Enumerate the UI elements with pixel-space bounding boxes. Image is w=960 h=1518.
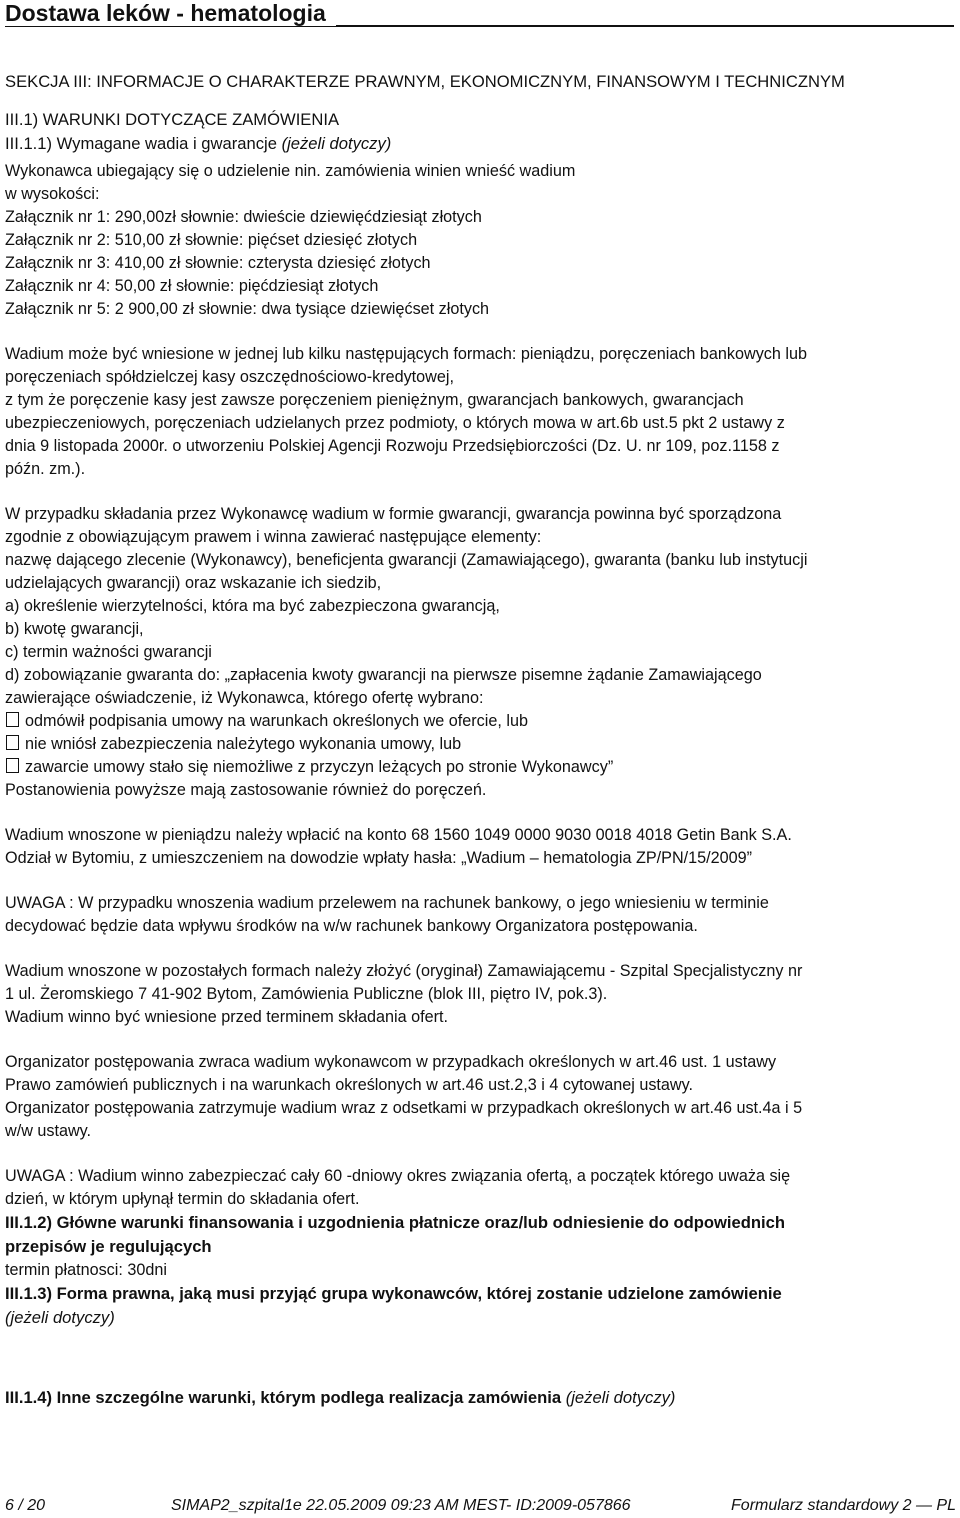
text-line: nazwę dającego zlecenie (Wykonawcy), beneficjenta gwarancji (Zamawiającego), gwaranta (banku lub instytucji xyxy=(5,551,808,569)
text-line: Organizator postępowania zatrzymuje wadium wraz z odsetkami w przypadkach określonych w art.46 ust.4a i 5 xyxy=(5,1099,803,1117)
return-rules xyxy=(5,1051,957,1143)
text-line: decydować będzie data wpływu środków na w/w rachunek bankowy Organizatora postępowania. xyxy=(5,917,698,935)
guarantee-requirements xyxy=(5,503,957,802)
text-line: Postanowienia powyższe mają zastosowanie również do poręczeń. xyxy=(5,781,487,799)
text-line: Wykonawca ubiegający się o udzielenie nin. zamówienia winien wnieść wadium xyxy=(5,162,576,180)
form-name: Formularz standardowy 2 — PL xyxy=(731,1497,956,1514)
text-line: Załącznik nr 2: 510,00 zł słownie: pięćset dziesięć złotych xyxy=(5,231,418,249)
document-title: Dostawa leków - hematologia xyxy=(5,0,336,26)
box-bullet-icon xyxy=(6,735,19,750)
section-heading: SEKCJA III: INFORMACJE O CHARAKTERZE PRAWNYM, EKONOMICZNYM, FINANSOWYM I TECHNICZNYM xyxy=(5,72,845,91)
text-line: c) termin ważności gwarancji xyxy=(5,643,212,661)
text-line: a) określenie wierzytelności, która ma być zabezpieczona gwarancją, xyxy=(5,597,500,615)
text-line: zgodnie z obowiązującym prawem i winna zawierać następujące elementy: xyxy=(5,528,542,546)
text-line: Załącznik nr 1: 290,00zł słownie: dwieście dziewięćdziesiąt złotych xyxy=(5,208,482,226)
box-bullet-icon xyxy=(6,712,19,727)
wadium-forms xyxy=(5,343,957,481)
heading-3-1-4-note: (jeżeli dotyczy) xyxy=(565,1388,676,1407)
text-line: Organizator postępowania zwraca wadium wykonawcom w przypadkach określonych w art.46 ust. 1 ustawy xyxy=(5,1053,777,1071)
payment-terms: termin płatnosci: 30dni xyxy=(5,1261,167,1279)
text-line: d) zobowiązanie gwaranta do: „zapłacenia kwoty gwarancji na pierwsze pisemne żądanie Zamawiającego xyxy=(5,666,762,684)
text-line: Załącznik nr 4: 50,00 zł słownie: pięćdziesiąt złotych xyxy=(5,277,379,295)
bank-transfer-info xyxy=(5,824,957,870)
text-line: dzień, w którym upłynął termin do składania ofert. xyxy=(5,1190,360,1208)
text-line: Prawo zamówień publicznych i na warunkach określonych w art.46 ust.2,3 i 4 cytowanej ustawy. xyxy=(5,1076,693,1094)
heading-3-1-3 xyxy=(5,1282,957,1330)
heading-3-1-1-text: III.1.1) Wymagane wadia i gwarancje xyxy=(5,134,277,153)
text-line: UWAGA : W przypadku wnoszenia wadium przelewem na rachunek bankowy, o jego wniesieniu w terminie xyxy=(5,894,769,912)
text-line: późn. zm.). xyxy=(5,460,86,478)
text-line: Wadium wnoszone w pieniądzu należy wpłacić na konto 68 1560 1049 0000 9030 0018 4018 Getin Bank S.A. xyxy=(5,826,792,844)
heading-3-1-3-note: (jeżeli dotyczy) xyxy=(5,1308,115,1327)
text-line: z tym że poręczenie kasy jest zawsze poręczeniem pieniężnym, gwarancjach bankowych, gwarancjach xyxy=(5,391,744,409)
page-number: 6 / 20 xyxy=(5,1497,46,1514)
uwaga-note-transfer xyxy=(5,892,957,938)
text-line: 1 ul. Żeromskiego 7 41-902 Bytom, Zamówienia Publiczne (blok III, piętro IV, pok.3). xyxy=(5,985,608,1003)
text-line: W przypadku składania przez Wykonawcę wadium w formie gwarancji, gwarancja powinna być sporządzona xyxy=(5,505,782,523)
text-line: b) kwotę gwarancji, xyxy=(5,620,144,638)
heading-3-1-3-text: III.1.3) Forma prawna, jaką musi przyjąć grupa wykonawców, której zostanie udzielone zamówienie xyxy=(5,1284,782,1303)
box-bullet-icon xyxy=(6,758,19,773)
heading-3-1-4 xyxy=(5,1386,957,1410)
text-line: w wysokości: xyxy=(5,185,100,203)
text-line: poręczeniach spółdzielczej kasy oszczędnościowo-kredytowej, xyxy=(5,368,454,386)
bullet-item: zawarcie umowy stało się niemożliwe z przyczyn leżących po stronie Wykonawcy” xyxy=(5,756,957,779)
uwaga-note-validity xyxy=(5,1165,957,1211)
text-line: Odział w Bytomiu, z umieszczeniem na dowodzie wpłaty hasła: „Wadium – hematologia ZP/PN/15/2009” xyxy=(5,849,753,867)
text-line: Wadium może być wniesione w jednej lub kilku następujących formach: pieniądzu, poręczeniach bankowych lub xyxy=(5,345,808,363)
text-line: UWAGA : Wadium winno zabezpieczać cały 60 -dniowy okres związania ofertą, a początek którego uważa się xyxy=(5,1167,791,1185)
text-line: Załącznik nr 5: 2 900,00 zł słownie: dwa tysiące dziewięćset złotych xyxy=(5,300,490,318)
heading-3-1-1-note: (jeżeli dotyczy) xyxy=(281,134,392,153)
document-body xyxy=(5,70,957,1410)
heading-3-1-1 xyxy=(5,132,957,156)
heading-3-1-4-text: III.1.4) Inne szczególne warunki, którym podlega realizacja zamówienia xyxy=(5,1388,562,1407)
text-line: Załącznik nr 3: 410,00 zł słownie: czterysta dziesięć złotych xyxy=(5,254,431,272)
text-line: ubezpieczeniowych, poręczeniach udzielanych przez podmioty, o których mowa w art.6b ust.5 pkt 2 ustawy z xyxy=(5,414,785,432)
heading-3-1-2: III.1.2) Główne warunki finansowania i uzgodnienia płatnicze oraz/lub odniesienie do odpowiednich przepisów je regulujących xyxy=(5,1213,785,1256)
page-footer xyxy=(5,1496,956,1518)
text-line: zawierające oświadczenie, iż Wykonawca, którego ofertę wybrano: xyxy=(5,689,484,707)
wadium-amounts xyxy=(5,160,957,321)
text-line: dnia 9 listopada 2000r. o utworzeniu Polskiej Agencji Rozwoju Przedsiębiorczości (Dz. U. nr 109, poz.1158 z xyxy=(5,437,780,455)
text-line: Wadium winno być wniesione przed terminem składania ofert. xyxy=(5,1008,448,1026)
document-id: SIMAP2_szpital1e 22.05.2009 09:23 AM MEST- ID:2009-057866 xyxy=(171,1497,631,1514)
subsection-heading: III.1) WARUNKI DOTYCZĄCE ZAMÓWIENIA xyxy=(5,110,340,129)
bullet-item: odmówił podpisania umowy na warunkach określonych we ofercie, lub xyxy=(5,710,957,733)
text-line: udzielających gwarancji) oraz wskazanie ich siedzib, xyxy=(5,574,382,592)
text-line: w/w ustawy. xyxy=(5,1122,92,1140)
bullet-item: nie wniósł zabezpieczenia należytego wykonania umowy, lub xyxy=(5,733,957,756)
other-forms-info xyxy=(5,960,957,1029)
text-line: Wadium wnoszone w pozostałych formach należy złożyć (oryginał) Zamawiającemu - Szpital Specjalistyczny nr xyxy=(5,962,803,980)
